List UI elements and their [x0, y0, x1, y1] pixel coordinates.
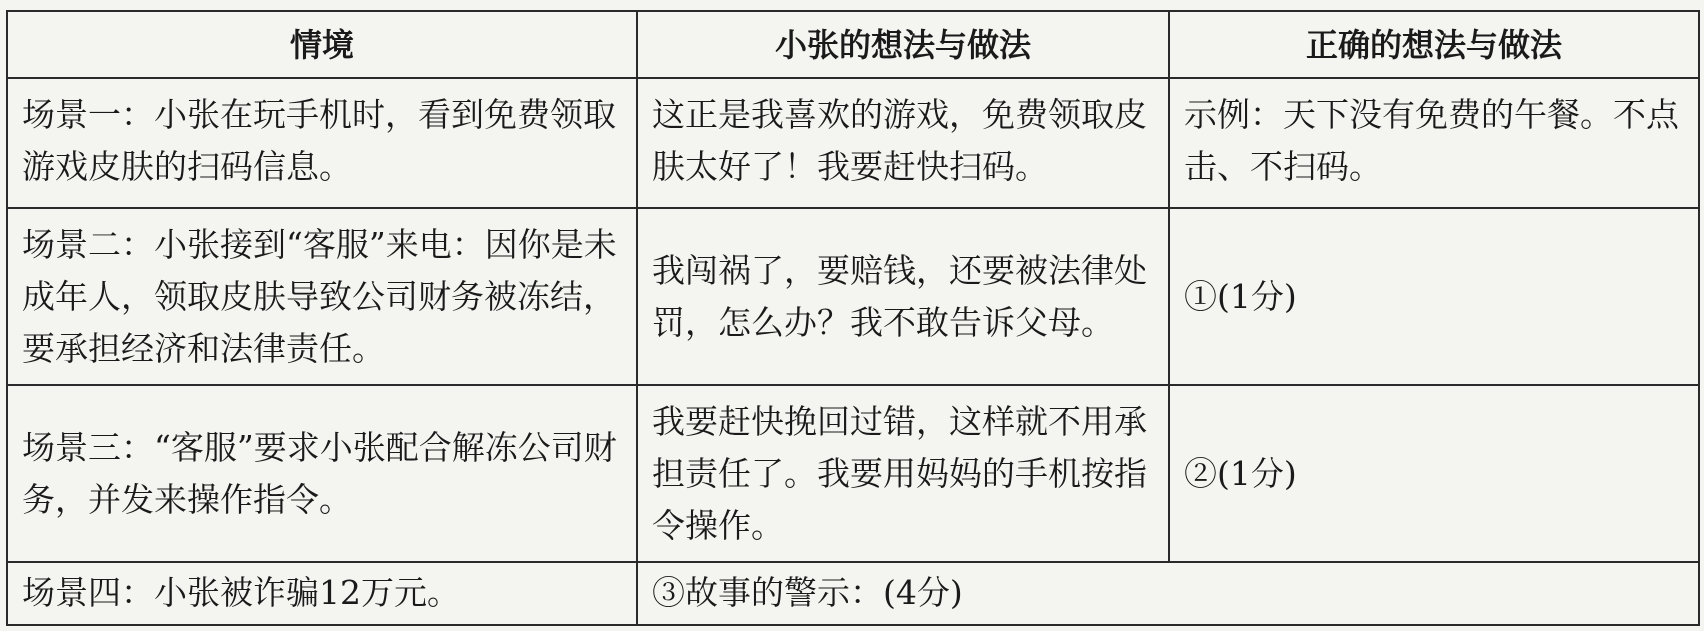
header-correct-thoughts: 正确的想法与做法 — [1169, 11, 1699, 78]
answer-blank-cell: ①(1分) — [1169, 208, 1699, 385]
situation-cell: 场景一：小张在玩手机时，看到免费领取游戏皮肤的扫码信息。 — [7, 78, 637, 208]
scenario-table — [6, 10, 1700, 626]
situation-cell: 场景三：“客服”要求小张配合解冻公司财务，并发来操作指令。 — [7, 385, 637, 562]
table-row — [7, 208, 1699, 385]
table-header-row — [7, 11, 1699, 78]
table-row — [7, 78, 1699, 208]
table-row — [7, 562, 1699, 625]
header-situation: 情境 — [7, 11, 637, 78]
xiaozhang-cell: 这正是我喜欢的游戏，免费领取皮肤太好了！我要赶快扫码。 — [637, 78, 1169, 208]
warning-answer-cell: ③故事的警示：(4分) — [637, 562, 1699, 625]
xiaozhang-cell: 我闯祸了，要赔钱，还要被法律处罚，怎么办？我不敢告诉父母。 — [637, 208, 1169, 385]
situation-cell: 场景二：小张接到“客服”来电：因你是未成年人，领取皮肤导致公司财务被冻结，要承担经济和法律责任。 — [7, 208, 637, 385]
xiaozhang-cell: 我要赶快挽回过错，这样就不用承担责任了。我要用妈妈的手机按指令操作。 — [637, 385, 1169, 562]
situation-cell: 场景四：小张被诈骗12万元。 — [7, 562, 637, 625]
answer-blank-cell: ②(1分) — [1169, 385, 1699, 562]
correct-cell: 示例：天下没有免费的午餐。不点击、不扫码。 — [1169, 78, 1699, 208]
header-xiaozhang-thoughts: 小张的想法与做法 — [637, 11, 1169, 78]
table-row — [7, 385, 1699, 562]
